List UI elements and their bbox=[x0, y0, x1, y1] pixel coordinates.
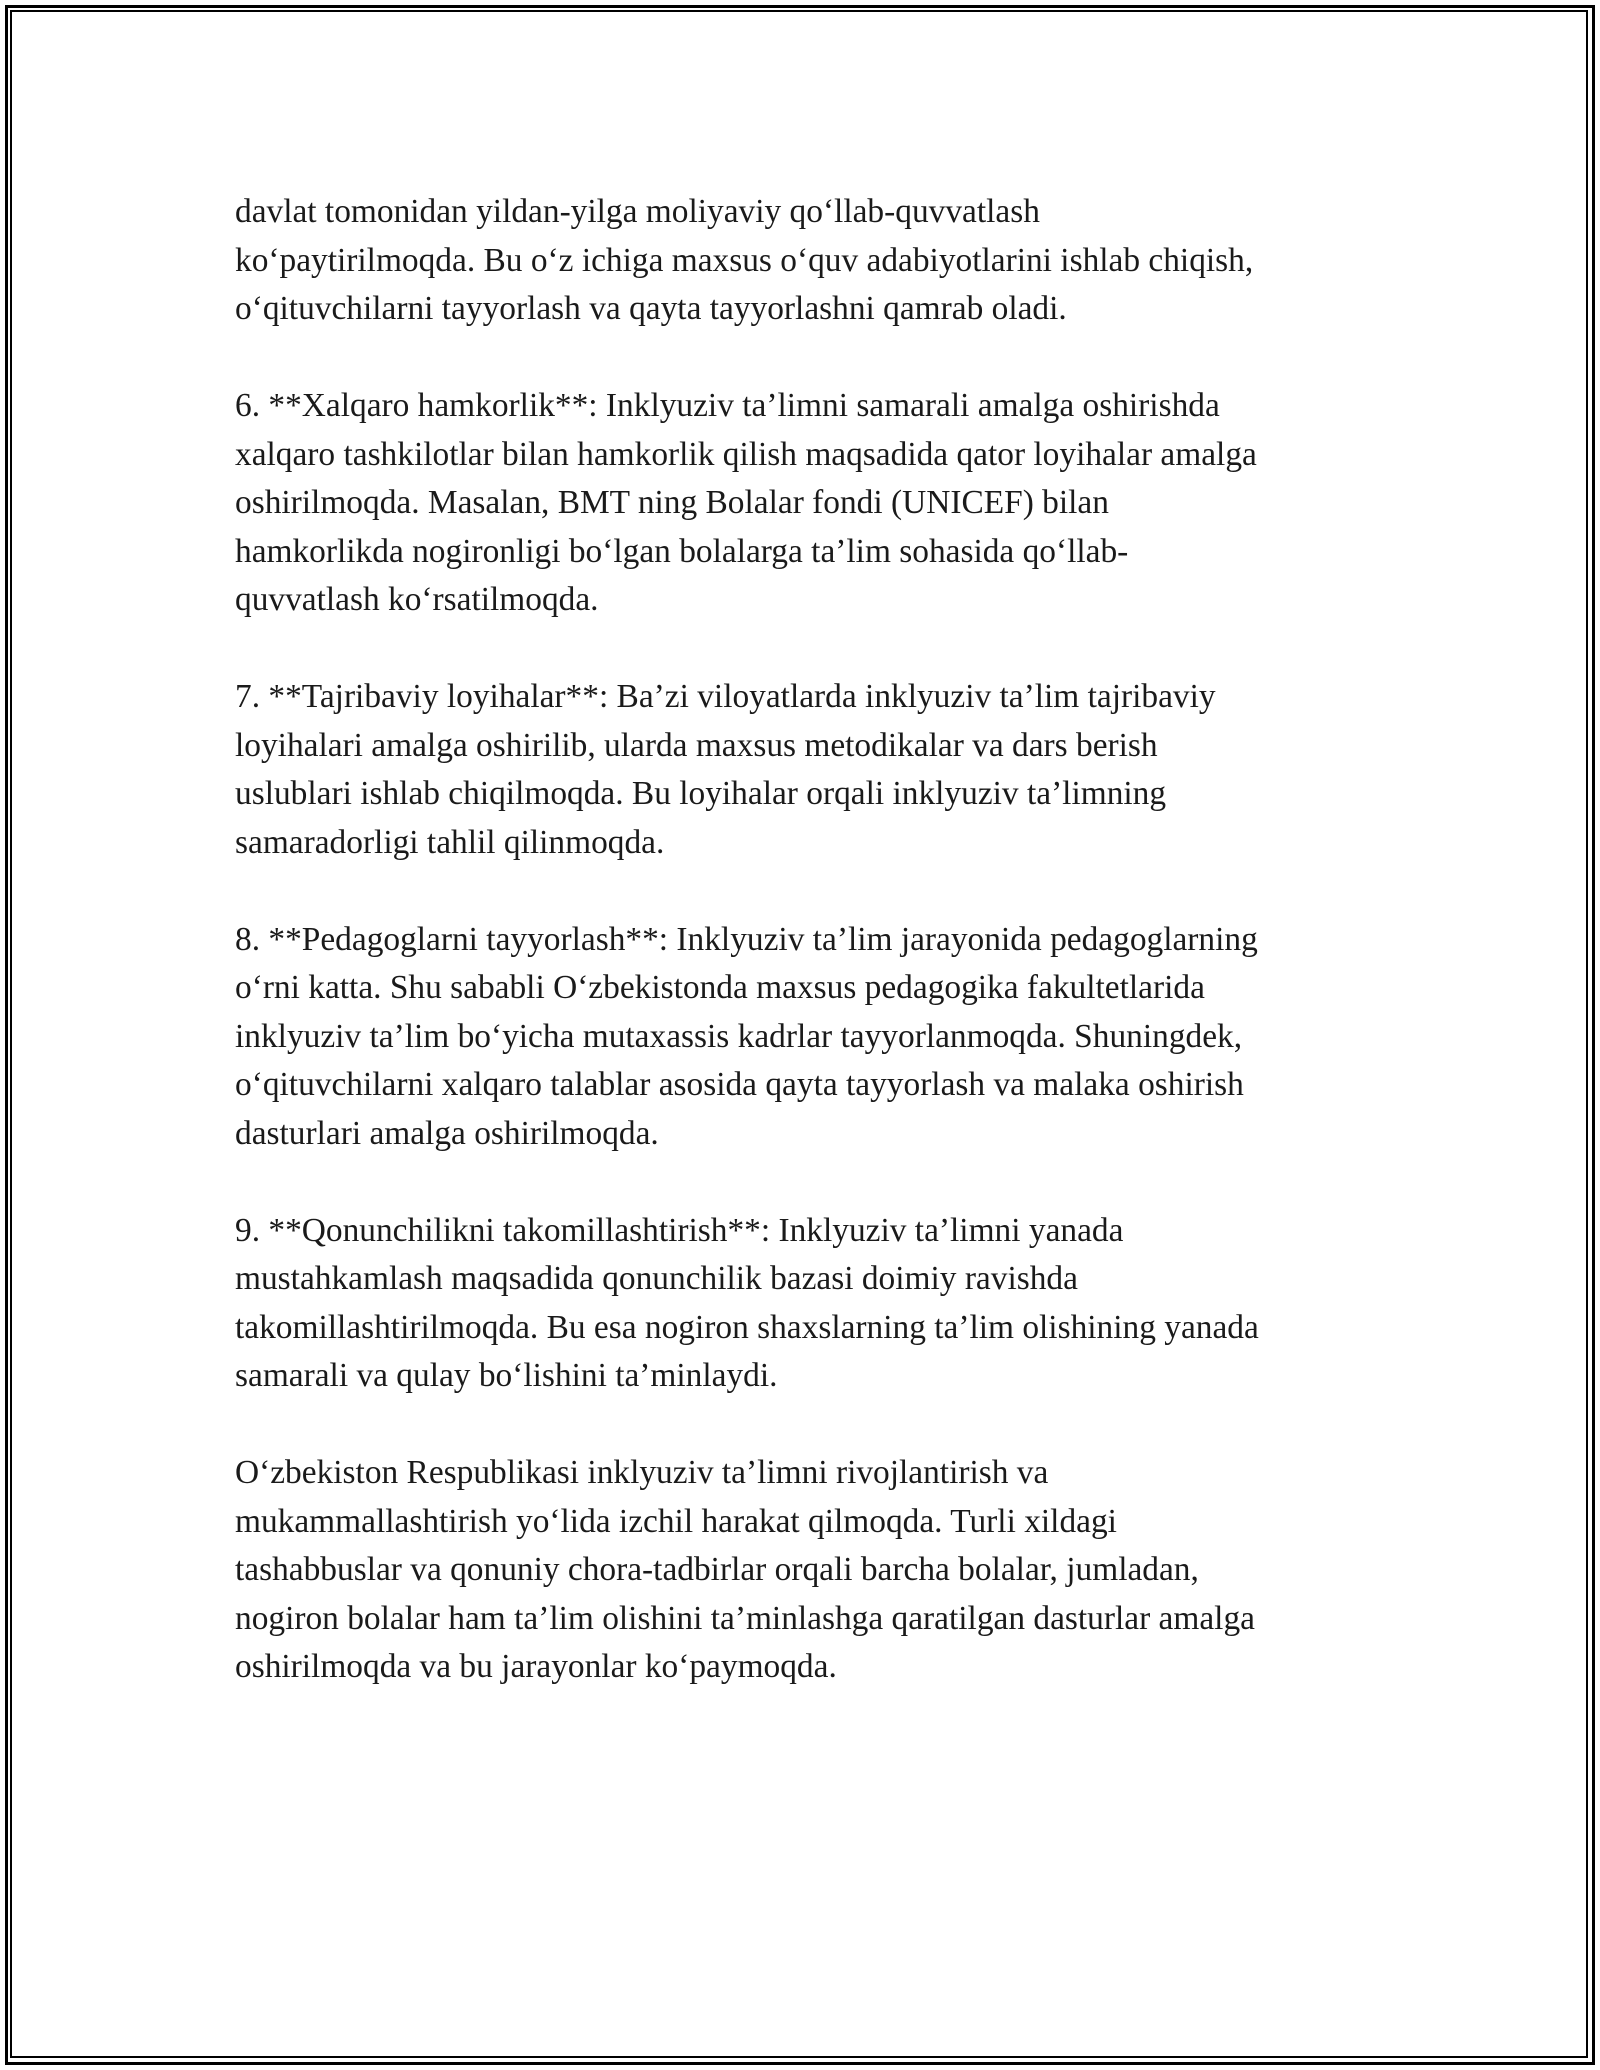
text-line: xalqaro tashkilotlar bilan hamkorlik qilish maqsadida qator loyihalar amalga bbox=[235, 435, 1257, 473]
text-line: O‘zbekiston Respublikasi inklyuziv ta’limni rivojlantirish va bbox=[235, 1454, 1049, 1491]
document-body bbox=[235, 188, 1385, 1740]
paragraph-pilot-projects bbox=[235, 673, 1385, 867]
text-line: ko‘paytirilmoqda. Bu o‘z ichiga maxsus o‘quv adabiyotlarini ishlab chiqish, bbox=[235, 241, 1254, 279]
paragraph-international-cooperation bbox=[235, 382, 1385, 625]
paragraph-conclusion bbox=[235, 1449, 1385, 1692]
text-line: mustahkamlash maqsadida qonunchilik bazasi doimiy ravishda bbox=[235, 1260, 1078, 1297]
text-line: o‘rni katta. Shu sababli O‘zbekistonda maxsus pedagogika fakultetlarida bbox=[235, 969, 1205, 1006]
text-line: uslublari ishlab chiqilmoqda. Bu loyihalar orqali inklyuziv ta’limning bbox=[235, 775, 1167, 812]
text-line: hamkorlikda nogironligi bo‘lgan bolalarga ta’lim sohasida qo‘llab- bbox=[235, 532, 1129, 570]
text-line: 6. **Xalqaro hamkorlik**: Inklyuziv ta’limni samarali amalga oshirishda bbox=[235, 387, 1220, 424]
text-line: oshirilmoqda va bu jarayonlar ko‘paymoqda. bbox=[235, 1648, 837, 1685]
paragraph-teacher-training bbox=[235, 916, 1385, 1159]
paragraph-legislation bbox=[235, 1207, 1385, 1401]
text-line: davlat tomonidan yildan-yilga moliyaviy qo‘llab-quvvatlash bbox=[235, 193, 1040, 230]
text-line: mukammallashtirish yo‘lida izchil harakat qilmoqda. Turli xildagi bbox=[235, 1502, 1117, 1540]
text-line: 9. **Qonunchilikni takomillashtirish**: Inklyuziv ta’limni yanada bbox=[235, 1211, 1124, 1249]
text-line: samarali va qulay bo‘lishini ta’minlaydi. bbox=[235, 1357, 778, 1394]
text-line: 7. **Tajribaviy loyihalar**: Ba’zi viloyatlarda inklyuziv ta’lim tajribaviy bbox=[235, 678, 1216, 715]
text-line: o‘qituvchilarni tayyorlash va qayta tayyorlashni qamrab oladi. bbox=[235, 290, 1067, 327]
text-line: inklyuziv ta’lim bo‘yicha mutaxassis kadrlar tayyorlanmoqda. Shuningdek, bbox=[235, 1017, 1243, 1055]
text-line: nogiron bolalar ham ta’lim olishini ta’minlashga qaratilgan dasturlar amalga bbox=[235, 1599, 1255, 1637]
text-line: oshirilmoqda. Masalan, BMT ning Bolalar fondi (UNICEF) bilan bbox=[235, 484, 1109, 521]
text-line: tashabbuslar va qonuniy chora-tadbirlar orqali barcha bolalar, jumladan, bbox=[235, 1551, 1199, 1588]
text-line: loyihalari amalga oshirilib, ularda maxsus metodikalar va dars berish bbox=[235, 726, 1158, 764]
text-line: quvvatlash ko‘rsatilmoqda. bbox=[235, 581, 599, 618]
text-line: takomillashtirilmoqda. Bu esa nogiron shaxslarning ta’lim olishining yanada bbox=[235, 1308, 1259, 1346]
text-line: samaradorligi tahlil qilinmoqda. bbox=[235, 823, 665, 861]
text-line: 8. **Pedagoglarni tayyorlash**: Inklyuziv ta’lim jarayonida pedagoglarning bbox=[235, 920, 1258, 958]
paragraph-funding bbox=[235, 188, 1385, 334]
text-line: o‘qituvchilarni xalqaro talablar asosida qayta tayyorlash va malaka oshirish bbox=[235, 1066, 1244, 1103]
text-line: dasturlari amalga oshirilmoqda. bbox=[235, 1114, 659, 1152]
